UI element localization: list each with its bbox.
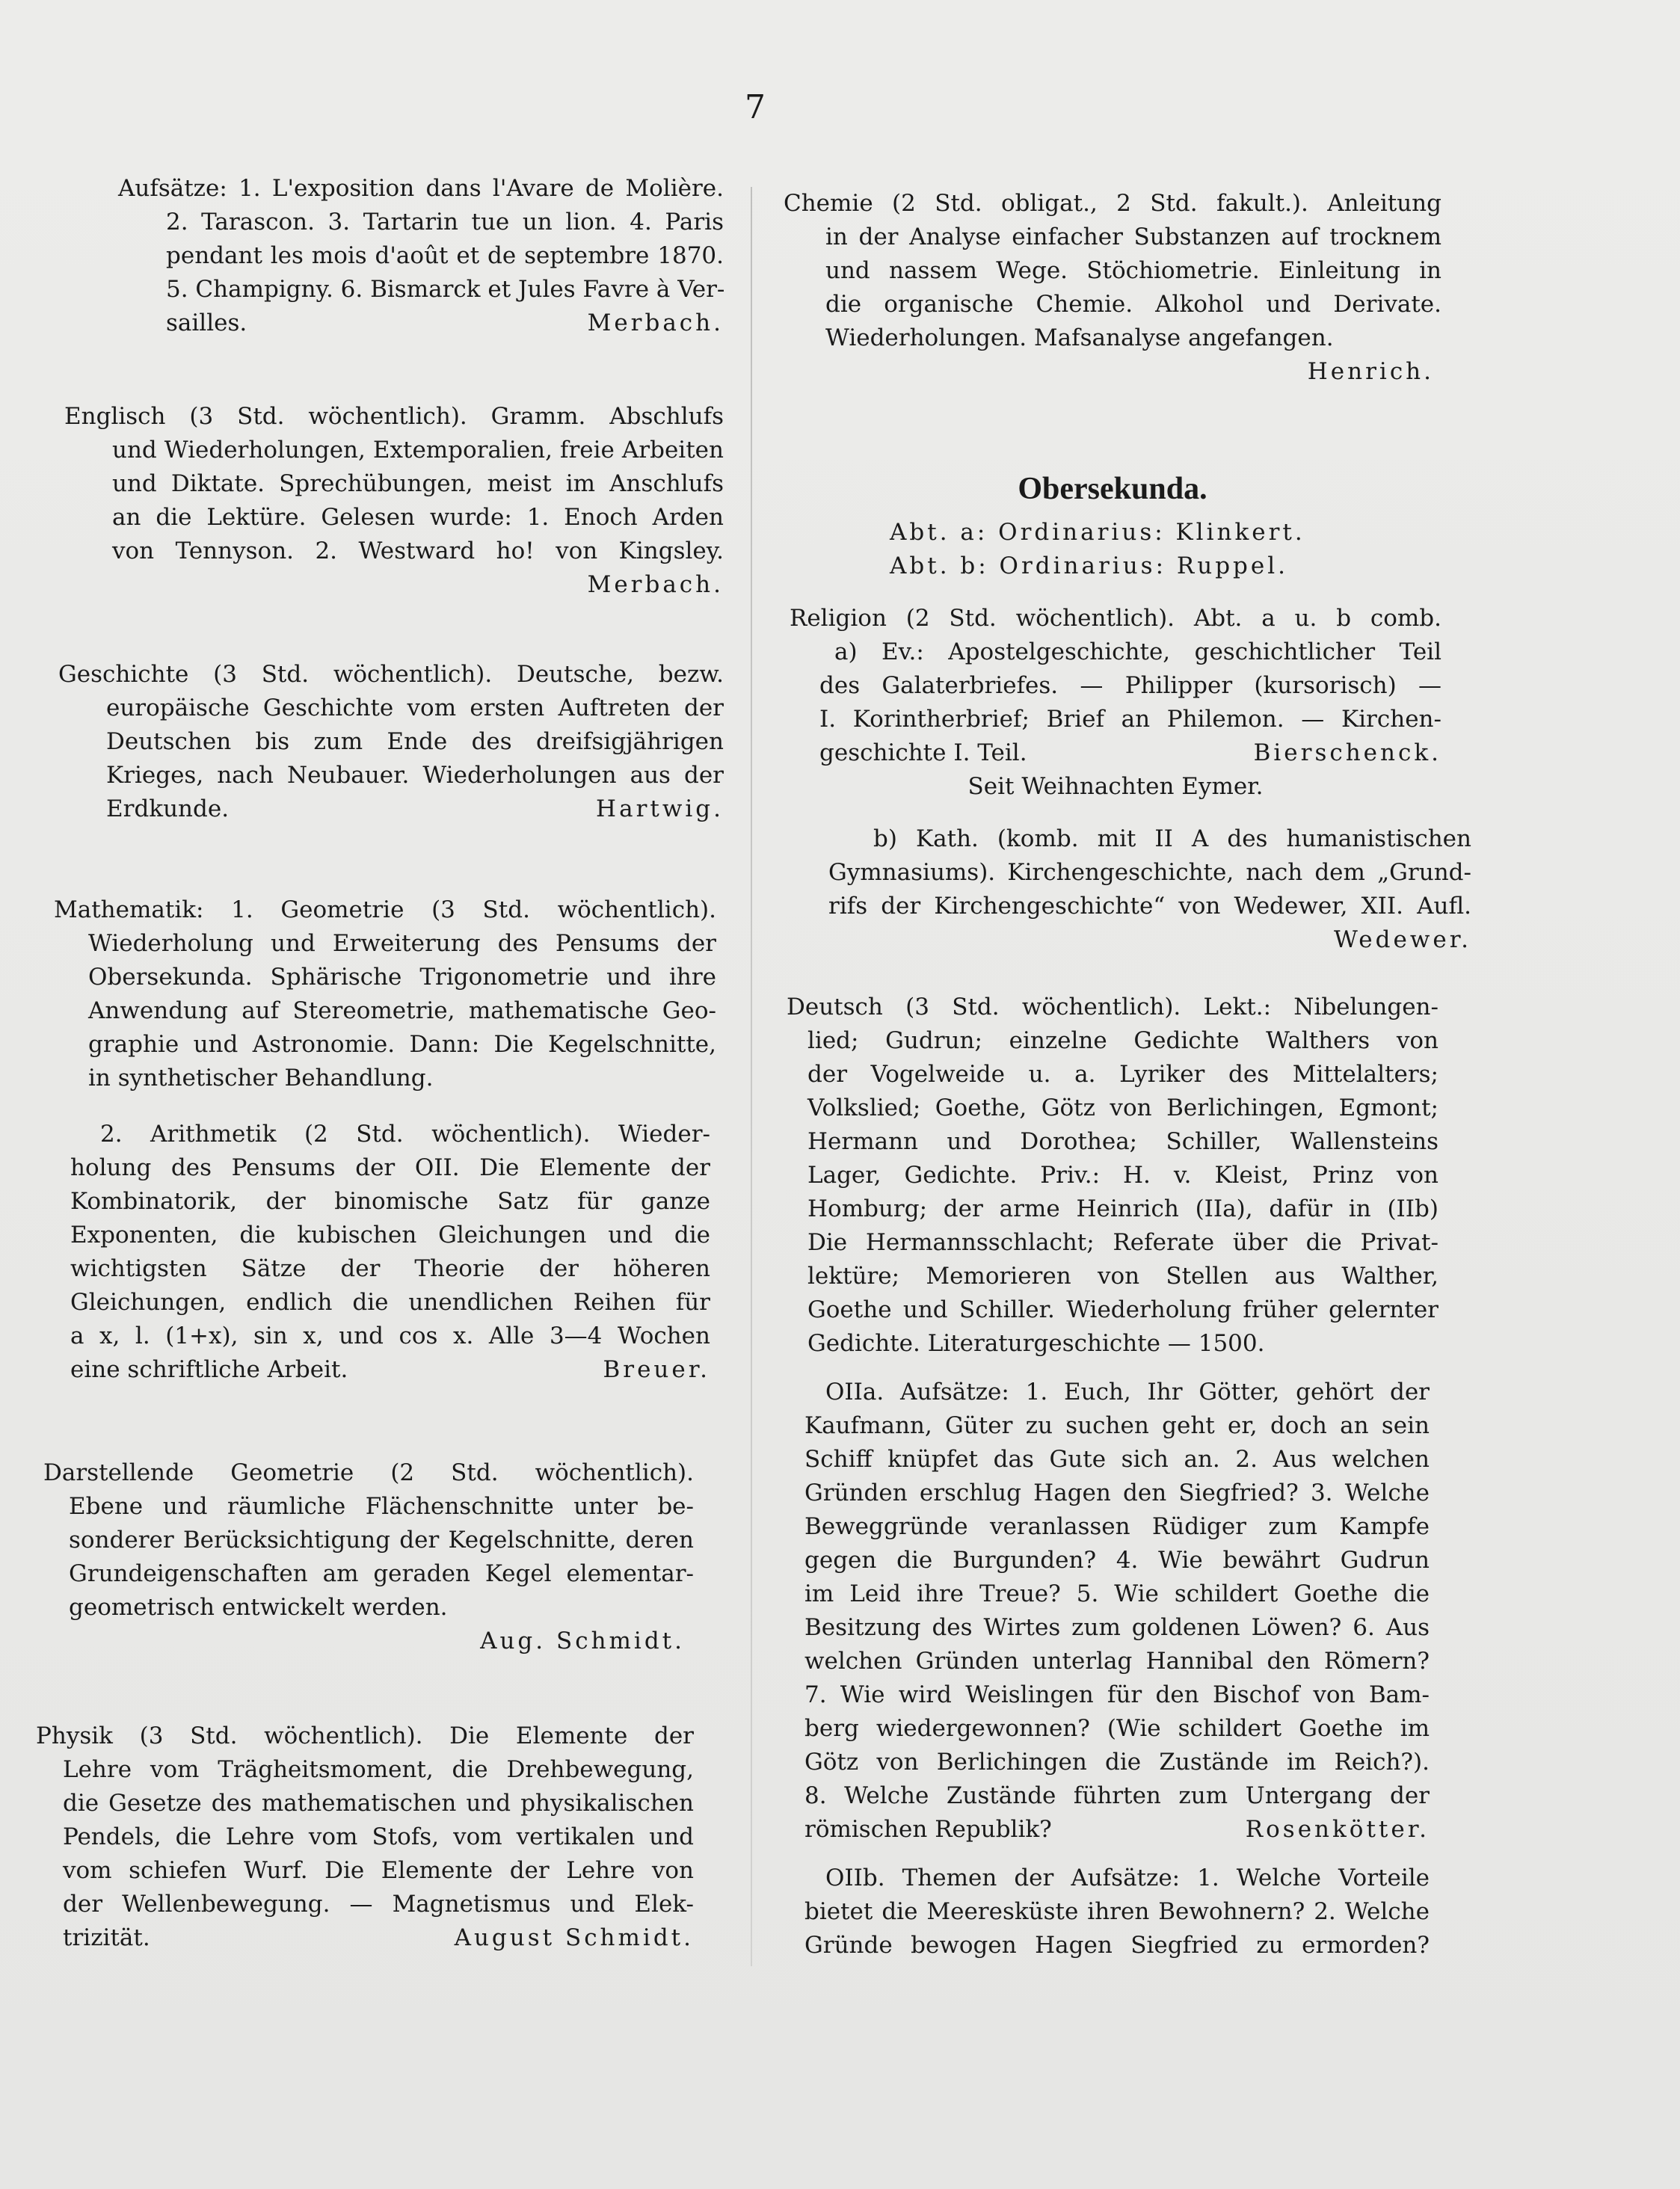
- text-line: pendant les mois d'août et de septembre 1870.: [166, 242, 724, 269]
- text-line: Religion (2 Std. wöchentlich). Abt. a u. b comb.: [790, 605, 1441, 632]
- text-line: Wiederholungen. Mafsanalyse angefangen.: [825, 324, 1334, 351]
- text-line: Exponenten, die kubischen Gleichungen und die: [70, 1222, 710, 1249]
- text-line: europäische Geschichte vom ersten Auftreten der: [106, 695, 724, 721]
- deutsch-section: [787, 991, 1439, 1361]
- teacher-signature: Rosenkötter.: [1245, 1816, 1430, 1843]
- text-line: Gründen erschlug Hagen den Siegfried? 3. Welche: [804, 1480, 1430, 1506]
- text-line-start: sailles.: [166, 310, 247, 336]
- text-line: Obersekunda. Sphärische Trigonometrie und ihre: [88, 964, 716, 991]
- text-line: Englisch (3 Std. wöchentlich). Gramm. Abschlufs: [64, 403, 724, 430]
- text-line: berg wiedergewonnen? (Wie schildert Goethe im: [804, 1715, 1430, 1742]
- text-line: Die Hermannsschlacht; Referate über die Privat-: [807, 1229, 1439, 1256]
- text-line: und Wiederholungen, Extemporalien, freie Arbeiten: [112, 437, 724, 464]
- text-line: Mathematik: 1. Geometrie (3 Std. wöchentlich).: [54, 896, 716, 923]
- darstellende-section: [43, 1456, 694, 1658]
- text-line: Deutschen bis zum Ende des dreifsigjährigen: [106, 728, 724, 755]
- text-line: der Wellenbewegung. — Magnetismus und Elek-: [63, 1891, 694, 1918]
- text-line-start: römischen Republik?: [804, 1816, 1052, 1843]
- text-line: Seit Weihnachten Eymer.: [967, 773, 1264, 800]
- text-line: lied; Gudrun; einzelne Gedichte Walthers von: [807, 1027, 1439, 1054]
- text-line: holung des Pensums der OII. Die Elemente der: [70, 1154, 710, 1181]
- text-line: und Diktate. Sprechübungen, meist im Anschlufs: [112, 470, 724, 497]
- text-line: 8. Welche Zustände führten zum Untergang der: [804, 1782, 1430, 1809]
- teacher-signature: Aug. Schmidt.: [480, 1628, 685, 1654]
- text-line: [787, 1813, 1430, 1847]
- geschichte-section: [58, 658, 724, 826]
- text-line: bietet die Meeresküste ihren Bewohnern? 2. Welche: [804, 1898, 1430, 1925]
- arithmetik-section: [70, 1118, 710, 1387]
- text-line: Wiederholung und Erweiterung des Pensums der: [88, 930, 716, 957]
- text-line: 2. Arithmetik (2 Std. wöchentlich). Wieder-: [100, 1121, 710, 1148]
- text-line: 2. Tarascon. 3. Tartarin tue un lion. 4. Paris: [166, 209, 724, 235]
- text-line: Kombinatorik, der binomische Satz für ganze: [70, 1188, 710, 1215]
- text-line: a) Ev.: Apostelgeschichte, geschichtlicher Teil: [834, 638, 1441, 665]
- kath-section: [828, 822, 1471, 957]
- text-line: I. Korintherbrief; Brief an Philemon. — Kirchen-: [819, 706, 1441, 733]
- text-line: wichtigsten Sätze der Theorie der höheren: [70, 1255, 710, 1282]
- text-line: Chemie (2 Std. obligat., 2 Std. fakult.). Anleitung: [784, 190, 1441, 217]
- text-line: Pendels, die Lehre vom Stofs, vom vertikalen und: [63, 1823, 694, 1850]
- aufsaetze-section: [118, 172, 724, 340]
- page-number: 7: [745, 88, 766, 126]
- text-line: Anwendung auf Stereometrie, mathematische Geo-: [88, 997, 716, 1024]
- text-line: gegen die Burgunden? 4. Wie bewährt Gudrun: [804, 1547, 1430, 1574]
- text-line-start: trizität.: [63, 1924, 150, 1951]
- text-line: die organische Chemie. Alkohol und Derivate.: [825, 291, 1441, 318]
- text-line: Aufsätze: 1. L'exposition dans l'Avare de Molière.: [118, 175, 724, 202]
- teacher-signature: Merbach.: [587, 310, 724, 336]
- text-line: Volkslied; Goethe, Götz von Berlichingen, Egmont;: [807, 1094, 1439, 1121]
- text-line: Lehre vom Trägheitsmoment, die Drehbewegung,: [63, 1756, 694, 1783]
- text-line: Lager, Gedichte. Priv.: H. v. Kleist, Prinz von: [807, 1162, 1439, 1189]
- teacher-signature: Wedewer.: [1333, 926, 1471, 953]
- text-line: Krieges, nach Neubauer. Wiederholungen aus der: [106, 762, 724, 789]
- text-line: OIIb. Themen der Aufsätze: 1. Welche Vorteile: [825, 1865, 1430, 1891]
- teacher-signature: Hartwig.: [596, 795, 724, 822]
- teacher-signature: Henrich.: [1307, 358, 1434, 385]
- englisch-section: [64, 400, 724, 602]
- text-line: Physik (3 Std. wöchentlich). Die Elemente der: [36, 1722, 694, 1749]
- mathematik-section: [54, 893, 716, 1095]
- religion-section: [790, 602, 1441, 804]
- text-line: Götz von Berlichingen die Zustände im Reich?).: [804, 1749, 1430, 1776]
- teacher-signature: Bierschenck.: [1253, 739, 1441, 766]
- oiib-section: [787, 1862, 1430, 1962]
- teacher-signature: Merbach.: [587, 571, 724, 598]
- text-line: Grundeigenschaften am geraden Kegel elementar-: [69, 1560, 694, 1587]
- text-line: a x, l. (1+x), sin x, und cos x. Alle 3—4 Wochen: [70, 1323, 710, 1349]
- chemie-section: [784, 187, 1441, 389]
- text-line: Gedichte. Literaturgeschichte — 1500.: [807, 1330, 1265, 1357]
- text-line: Besitzung des Wirtes zum goldenen Löwen? 6. Aus: [804, 1614, 1430, 1641]
- abt-assignments: [890, 516, 1353, 583]
- text-line-start: eine schriftliche Arbeit.: [70, 1356, 348, 1383]
- text-line: b) Kath. (komb. mit II A des humanistischen: [873, 825, 1471, 852]
- text-line: Abt. b: Ordinarius: Ruppel.: [890, 552, 1288, 579]
- text-line: sonderer Berücksichtigung der Kegelschnitte, deren: [69, 1527, 694, 1554]
- text-line-start: Erdkunde.: [106, 795, 230, 822]
- text-line: der Vogelweide u. a. Lyriker des Mittelalters;: [807, 1061, 1439, 1088]
- text-line: Deutsch (3 Std. wöchentlich). Lekt.: Nibelungen-: [787, 994, 1439, 1020]
- text-line: vom schiefen Wurf. Die Elemente der Lehre von: [63, 1857, 694, 1884]
- text-line: Homburg; der arme Heinrich (IIa), dafür in (IIb): [807, 1195, 1439, 1222]
- text-line: Gründe bewogen Hagen Siegfried zu ermorden?: [804, 1932, 1430, 1959]
- text-line: [58, 792, 724, 826]
- text-line: geometrisch entwickelt werden.: [69, 1594, 448, 1621]
- text-line: Geschichte (3 Std. wöchentlich). Deutsche, bezw.: [58, 661, 724, 688]
- teacher-signature: Breuer.: [603, 1356, 710, 1383]
- text-line: [36, 1921, 694, 1955]
- text-line: Hermann und Dorothea; Schiller, Wallensteins: [807, 1128, 1439, 1155]
- column-divider: [751, 187, 752, 1966]
- text-line: Gymnasiums). Kirchengeschichte, nach dem „Grund-: [828, 859, 1471, 886]
- text-line: an die Lektüre. Gelesen wurde: 1. Enoch Arden: [112, 504, 724, 531]
- text-line: Schiff knüpfet das Gute sich an. 2. Aus welchen: [804, 1446, 1430, 1473]
- text-line: Goethe und Schiller. Wiederholung früher gelernter: [807, 1296, 1439, 1323]
- text-line: im Leid ihre Treue? 5. Wie schildert Goethe die: [804, 1580, 1430, 1607]
- text-line: Gleichungen, endlich die unendlichen Reihen für: [70, 1289, 710, 1316]
- text-line: in der Analyse einfacher Substanzen auf trocknem: [825, 224, 1441, 250]
- teacher-signature: August Schmidt.: [454, 1924, 694, 1951]
- physik-section: [36, 1720, 694, 1955]
- text-line: [70, 1353, 710, 1387]
- text-line: welchen Gründen unterlag Hannibal den Römern?: [804, 1648, 1430, 1675]
- text-line: die Gesetze des mathematischen und physikalischen: [63, 1790, 694, 1817]
- text-line-start: geschichte I. Teil.: [819, 739, 1027, 766]
- text-line: graphie und Astronomie. Dann: Die Kegelschnitte,: [88, 1031, 716, 1058]
- text-line: rifs der Kirchengeschichte“ von Wedewer, XII. Aufl.: [828, 893, 1471, 920]
- text-line: Kaufmann, Güter zu suchen geht er, doch an sein: [804, 1412, 1430, 1439]
- text-line: 7. Wie wird Weislingen für den Bischof von Bam-: [804, 1681, 1430, 1708]
- text-line: [790, 736, 1441, 770]
- text-line: von Tennyson. 2. Westward ho! von Kingsley.: [112, 538, 724, 564]
- text-line: 5. Champigny. 6. Bismarck et Jules Favre à Ver-: [166, 276, 725, 303]
- text-line: Abt. a: Ordinarius: Klinkert.: [890, 519, 1305, 546]
- text-line: des Galaterbriefes. — Philipper (kursorisch) —: [819, 672, 1441, 699]
- text-line: und nassem Wege. Stöchiometrie. Einleitung in: [825, 257, 1441, 284]
- section-heading: Obersekunda.: [1018, 472, 1207, 506]
- text-line: Beweggründe veranlassen Rüdiger zum Kampfe: [804, 1513, 1430, 1540]
- text-line: Ebene und räumliche Flächenschnitte unter be-: [69, 1493, 694, 1520]
- text-line: OIIa. Aufsätze: 1. Euch, Ihr Götter, gehört der: [825, 1379, 1430, 1406]
- text-line: in synthetischer Behandlung.: [88, 1065, 434, 1092]
- text-line: lektüre; Memorieren von Stellen aus Walther,: [807, 1263, 1439, 1290]
- text-line: Darstellende Geometrie (2 Std. wöchentlich).: [43, 1459, 694, 1486]
- text-line: [118, 307, 724, 340]
- oiia-section: [787, 1376, 1430, 1847]
